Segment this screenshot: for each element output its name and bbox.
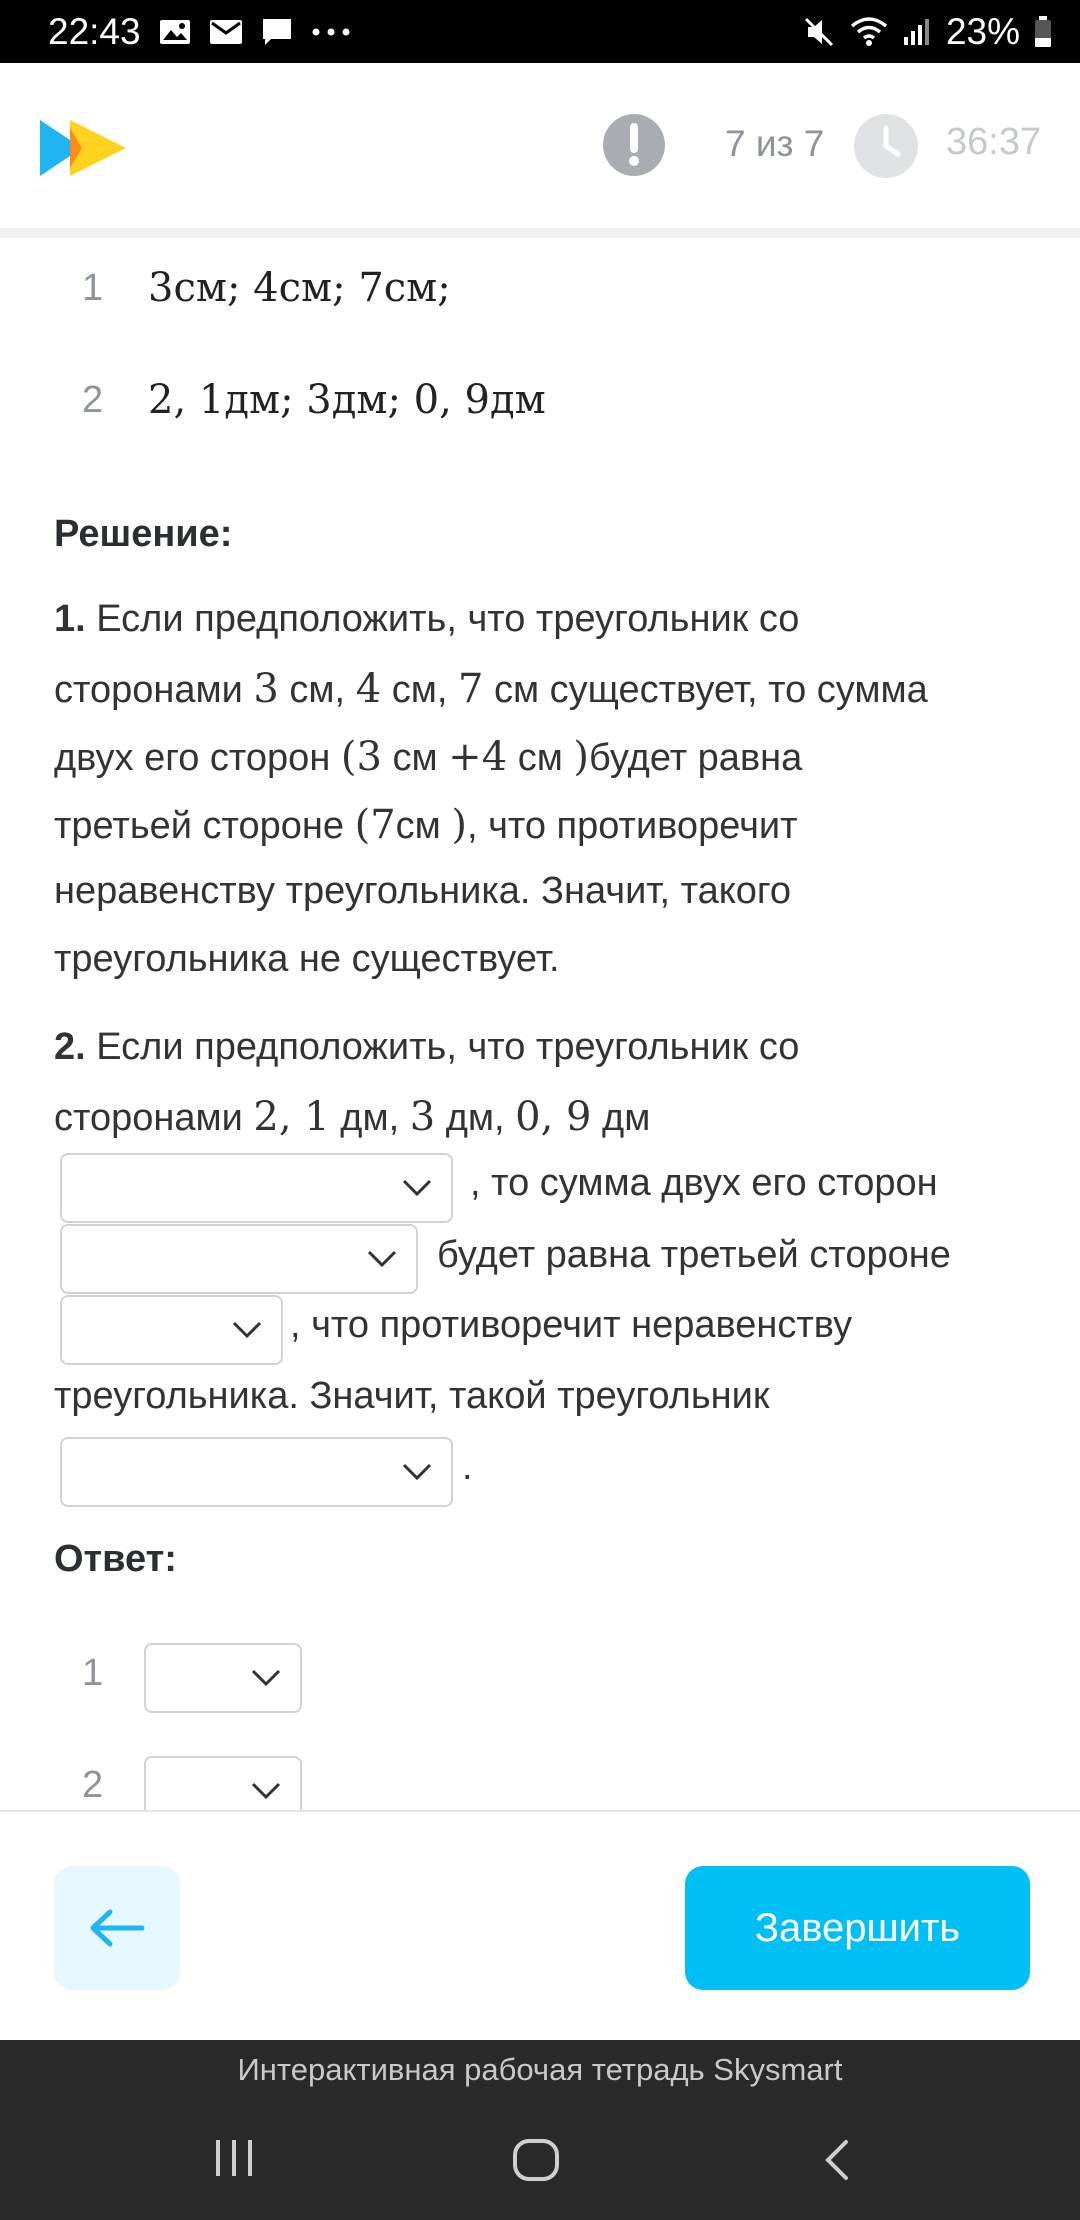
back-button[interactable] [54, 1866, 180, 1990]
solution-text: , что противоречит неравенству [290, 1304, 853, 1346]
option-text: 3см; 4см; 7см; [148, 265, 451, 311]
solution-line [54, 1094, 650, 1140]
battery-percent: 23% [945, 10, 1020, 52]
answer-dropdown[interactable] [144, 1756, 302, 1810]
math: 3 [409, 1094, 436, 1140]
solution-text: будет равна третьей стороне [437, 1234, 951, 1276]
chevron-down-icon [250, 1667, 282, 1689]
text: см [507, 737, 574, 779]
solution-line: треугольника. Значит, такой треугольник [54, 1375, 770, 1417]
home-icon [512, 2138, 560, 2182]
text: дм [591, 1097, 651, 1139]
answer-number: 2 [82, 1764, 104, 1806]
clock-icon [854, 114, 918, 178]
step-number: 1. [54, 598, 86, 640]
text: см [381, 737, 449, 779]
chat-icon [261, 17, 293, 47]
more-dots-icon [311, 27, 351, 37]
option-row [0, 370, 1080, 430]
math: (7 [354, 802, 396, 848]
mute-icon [802, 15, 836, 49]
answer-dropdown[interactable] [144, 1643, 302, 1713]
chevron-down-icon [401, 1177, 433, 1199]
math: +4 [448, 734, 508, 780]
answer-title: Ответ: [54, 1538, 177, 1580]
solution-line: треугольника не существует. [54, 938, 560, 980]
dropdown-select[interactable] [60, 1295, 283, 1365]
text: двух его сторон [54, 737, 341, 779]
chevron-down-icon [250, 1780, 282, 1802]
dropdown-select[interactable] [60, 1224, 418, 1294]
header-divider [0, 228, 1080, 238]
text: см, [278, 669, 356, 711]
task-content [0, 238, 1080, 1810]
math: 7 [457, 666, 484, 712]
option-number: 2 [82, 378, 104, 421]
option-number: 1 [82, 266, 104, 309]
finish-button[interactable]: Завершить [685, 1866, 1030, 1990]
solution-line: неравенству треугольника. Значит, такого [54, 870, 792, 912]
solution-line [54, 598, 799, 641]
timer: 36:37 [946, 121, 1042, 163]
text: Если предположить, что треугольник со [85, 1026, 800, 1068]
text: сторонами [54, 1097, 254, 1139]
skysmart-logo[interactable] [40, 118, 128, 183]
text: , что противоречит [466, 805, 798, 847]
solution-text: . [462, 1446, 473, 1488]
app-caption: Интерактивная рабочая тетрадь Skysmart [0, 2040, 1080, 2100]
back-chevron-icon [822, 2138, 852, 2182]
chevron-down-icon [401, 1461, 433, 1483]
image-icon [159, 18, 191, 46]
footer-divider [0, 1810, 1080, 1812]
mail-icon [209, 19, 243, 45]
recent-apps-icon [212, 2138, 256, 2178]
status-time: 22:43 [48, 10, 141, 52]
text: дм, [329, 1097, 410, 1139]
text: см [395, 805, 452, 847]
wifi-icon [850, 16, 888, 48]
status-bar [0, 0, 1080, 63]
report-issue-icon[interactable] [603, 114, 665, 176]
solution-line [54, 802, 798, 848]
math: ) [573, 734, 589, 780]
text: сторонами [54, 669, 254, 711]
option-row [0, 258, 1080, 318]
system-nav-bar [0, 2100, 1080, 2220]
math: (3 [340, 734, 382, 780]
battery-icon [1034, 16, 1052, 48]
text: третьей стороне [54, 805, 355, 847]
solution-text: , то сумма двух его сторон [470, 1162, 938, 1204]
option-text: 2, 1дм; 3дм; 0, 9дм [148, 377, 546, 423]
text: см существует, то сумма [483, 669, 928, 711]
chevron-down-icon [366, 1248, 398, 1270]
text: см, [381, 669, 458, 711]
dropdown-select[interactable] [60, 1437, 453, 1507]
arrow-left-icon [88, 1908, 146, 1948]
math: ) [451, 802, 467, 848]
chevron-down-icon [231, 1319, 263, 1341]
math: 4 [355, 666, 382, 712]
math: 3 [253, 666, 279, 712]
recent-apps-button[interactable] [212, 2138, 256, 2183]
text: Если предположить, что треугольник со [85, 598, 800, 640]
text: дм, [435, 1097, 516, 1139]
signal-icon [902, 17, 932, 47]
answer-number: 1 [82, 1652, 104, 1694]
back-nav-button[interactable] [822, 2138, 852, 2187]
dropdown-select[interactable] [60, 1153, 453, 1223]
solution-line [54, 666, 928, 712]
step-number: 2. [54, 1026, 86, 1068]
task-progress: 7 из 7 [725, 123, 825, 164]
math: 2, 1 [253, 1094, 330, 1140]
app-header [0, 63, 1080, 228]
home-button[interactable] [512, 2138, 560, 2187]
text: будет равна [589, 737, 803, 779]
solution-line [54, 734, 802, 780]
solution-line [54, 1026, 799, 1069]
solution-title: Решение: [54, 513, 233, 555]
math: 0, 9 [515, 1094, 592, 1140]
